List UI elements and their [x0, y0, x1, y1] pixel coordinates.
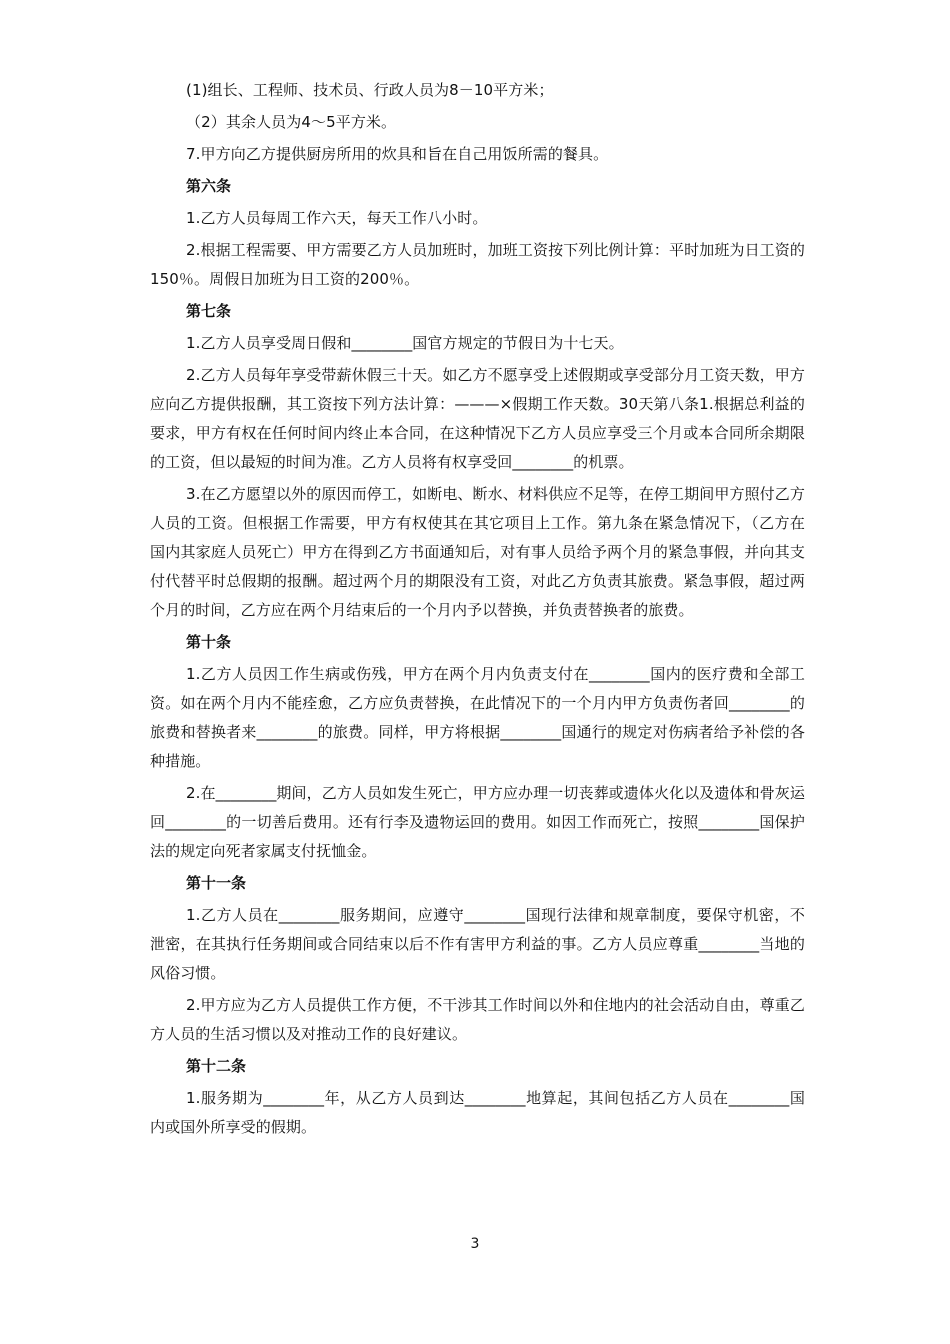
- paragraph-office-area-leaders: (1)组长、工程师、技术员、行政人员为8－10平方米；: [186, 81, 554, 99]
- article-heading-10: 第十条: [186, 633, 232, 651]
- paragraph-work-convenience: 2.甲方应为乙方人员提供工作方便，不干涉其工作时间以外和住地内的社会活动自由，尊重乙方人员的生活习惯以及对推动工作的良好建议。: [150, 996, 805, 1043]
- paragraph-office-area-others: （2）其余人员为4～5平方米。: [186, 113, 397, 131]
- paragraph-work-stoppage: 3.在乙方愿望以外的原因而停工，如断电、断水、材料供应不足等，在停工期间甲方照付乙方人员的工资。但根据工作需要，甲方有权使其在其它项目上工作。第九条在紧急情况下，（乙方在国内其家庭人员死亡）甲方在得到乙方书面通知后，对有事人员给予两个月的紧急事假，并向其支付代替平时总假期的报酬。超过两个月的期限没有工资，对此乙方负责其旅费。紧急事假，超过两个月的时间，乙方应在两个月结束后的一个月内予以替换，并负责替换者的旅费。: [150, 485, 805, 619]
- page-number: 3: [470, 1236, 480, 1252]
- paragraph-service-period: 1.服务期为________年，从乙方人员到达________地算起，其间包括乙方人员在________国内或国外所享受的假期。: [150, 1089, 805, 1136]
- paragraph-illness-injury: 1.乙方人员因工作生病或伤残，甲方在两个月内负责支付在________国内的医疗费和全部工资。如在两个月内不能痊愈，乙方应负责替换，在此情况下的一个月内甲方负责伤者回________的旅费和替换者来________的旅费。同样，甲方将根据________国通行的规定对伤病者给予补偿的各种措施。: [150, 665, 805, 770]
- paragraph-paid-leave: 2.乙方人员每年享受带薪休假三十天。如乙方不愿享受上述假期或享受部分月工资天数，甲方应向乙方提供报酬，其工资按下列方法计算：———×假期工作天数。30天第八条1.根据总利益的要求，甲方有权在任何时间内终止本合同，在这种情况下乙方人员应享受三个月或本合同所余期限的工资，但以最短的时间为准。乙方人员将有权享受回________的机票。: [150, 366, 805, 471]
- article-heading-7: 第七条: [186, 302, 232, 320]
- article-heading-12: 第十二条: [186, 1057, 247, 1075]
- paragraph-overtime-pay: 2.根据工程需要、甲方需要乙方人员加班时，加班工资按下列比例计算：平时加班为日工资的150％。周假日加班为日工资的200％。: [150, 241, 805, 288]
- paragraph-obey-laws: 1.乙方人员在________服务期间，应遵守________国现行法律和规章制度，要保守机密，不泄密，在其执行任务期间或合同结束以后不作有害甲方利益的事。乙方人员应尊重________当地的风俗习惯。: [150, 906, 805, 982]
- paragraph-death: 2.在________期间，乙方人员如发生死亡，甲方应办理一切丧葬或遗体火化以及遗体和骨灰运回________的一切善后费用。还有行李及遗物运回的费用。如因工作而死亡，按照________国保护法的规定向死者家属支付抚恤金。: [150, 784, 805, 860]
- document-body: [150, 76, 805, 1145]
- paragraph-kitchen-utensils: 7.甲方向乙方提供厨房所用的炊具和旨在自己用饭所需的餐具。: [186, 145, 609, 163]
- paragraph-work-hours: 1.乙方人员每周工作六天，每天工作八小时。: [186, 209, 488, 227]
- article-heading-11: 第十一条: [186, 874, 247, 892]
- article-heading-6: 第六条: [186, 177, 232, 195]
- paragraph-holidays: 1.乙方人员享受周日假和________国官方规定的节假日为十七天。: [186, 334, 624, 352]
